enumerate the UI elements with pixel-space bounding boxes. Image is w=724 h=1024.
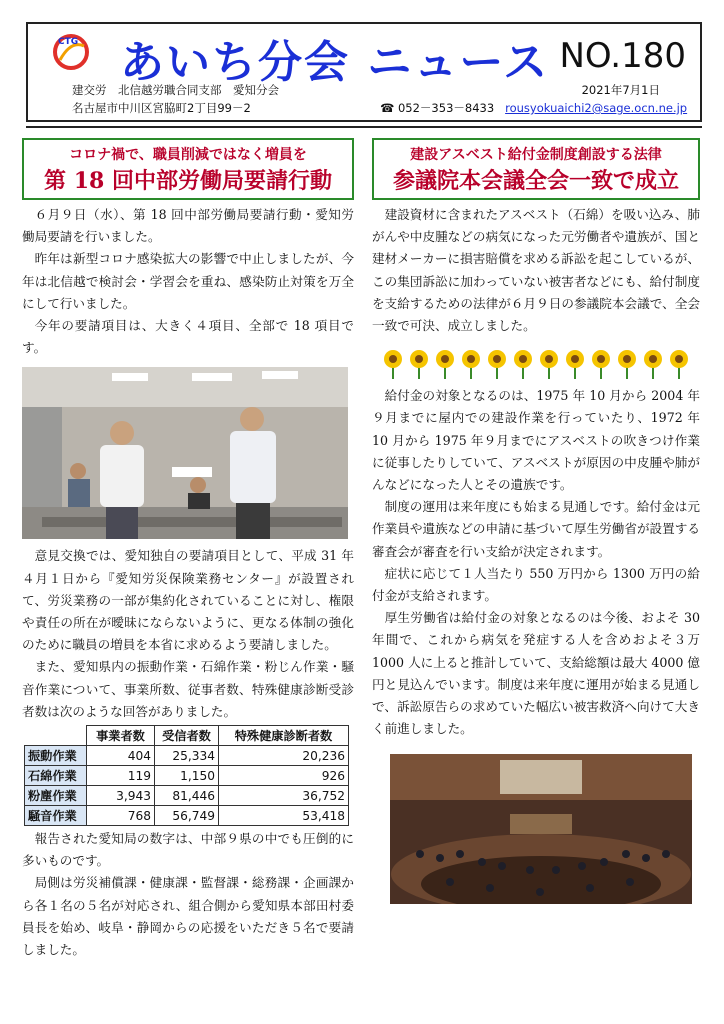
masthead-rule [26, 126, 702, 128]
table-cell: 3,943 [87, 786, 155, 806]
table-cell: 926 [219, 766, 349, 786]
table-row [25, 766, 349, 786]
right-paragraph-5: 厚生労働省は給付金の対象となるのは今後、およそ 30 年間で、これから病気を発症する人を含めおよそ３万 1000 人に上ると推計していて、支給総額は最大 4000 億円と見込んでいます。制度は来年度に運用が始まる見通しで、訴訟原告らの求めていた幅広い被害救済へ向けて大きく前進しました。 [372, 610, 700, 737]
table-cell: 36,752 [219, 786, 349, 806]
sunflower-icon [382, 349, 404, 379]
svg-text:CTG: CTG [58, 37, 79, 47]
table-cell: 20,236 [219, 746, 349, 766]
sunflower-icon [590, 349, 612, 379]
left-headline-main: 第 18 回中部労働局要請行動 [44, 168, 332, 194]
sunflower-icon [538, 349, 560, 379]
left-headline-box [22, 138, 354, 200]
sunflower-icon [460, 349, 482, 379]
right-article [372, 138, 700, 904]
table-cell: 81,446 [155, 786, 219, 806]
table-row-label: 石綿作業 [25, 766, 87, 786]
table-header: 受信者数 [155, 726, 219, 746]
left-article [22, 138, 354, 961]
diet-session-photo [390, 754, 692, 904]
sunflower-icon [642, 349, 664, 379]
table-header: 特殊健康診断者数 [219, 726, 349, 746]
sunflower-icon [408, 349, 430, 379]
sunflower-icon [564, 349, 586, 379]
table-row [25, 806, 349, 826]
left-headline-sub: コロナ禍で、職員削減ではなく増員を [69, 147, 307, 163]
right-headline-main: 参議院本会議全会一致で成立 [392, 168, 679, 194]
issue-date: 2021年7月1日 [581, 83, 660, 97]
ctg-logo [50, 32, 92, 70]
sunflower-icon [668, 349, 690, 379]
meeting-photo-illustration [22, 367, 348, 539]
inspection-table [24, 725, 349, 826]
organization-address: 名古屋市中川区宮脇町2丁目99－2 [72, 101, 251, 115]
right-headline-sub: 建設アスベスト給付金制度創設する法律 [410, 147, 662, 163]
sunflower-icon [512, 349, 534, 379]
left-paragraph-4: 意見交換では、愛知独自の要請項目として、平成 31 年４月１日から『愛知労災保険業務センター』が設置されて、労災業務の一部が集約化されていることに対し、権限や責任の所在が曖昧にならないように、更なる体制の強化のために職員の増員を本省に求めるよう要請しました。 [22, 548, 354, 653]
table-row-label: 騒音作業 [25, 806, 87, 826]
sunflower-icon [616, 349, 638, 379]
masthead [26, 22, 702, 122]
right-paragraph-4: 症状に応じて１人当たり 550 万円から 1300 万円の給付金が支給されます。 [372, 565, 700, 604]
table-cell: 1,150 [155, 766, 219, 786]
table-cell: 768 [87, 806, 155, 826]
table-row [25, 746, 349, 766]
contact-line [380, 100, 687, 116]
table-header: 事業者数 [87, 726, 155, 746]
sunflower-icon [434, 349, 456, 379]
right-headline-box [372, 138, 700, 200]
left-paragraph-3: 今年の要請項目は、大きく４項目、全部で 18 項目です。 [22, 318, 354, 356]
table-cell: 56,749 [155, 806, 219, 826]
table-cell: 25,334 [155, 746, 219, 766]
sunflower-row [372, 349, 700, 379]
left-paragraph-7: 局側は労災補償課・健康課・監督課・総務課・企画課から各１名の５名が対応され、組合側から愛知県本部田村委員長を始め、岐阜・静岡からの応援をいただき５名で要請しました。 [22, 875, 354, 958]
sunflower-icon [486, 349, 508, 379]
table-row [25, 786, 349, 806]
table-cell: 119 [87, 766, 155, 786]
table-header-row [25, 726, 349, 746]
left-paragraph-5: また、愛知県内の振動作業・石綿作業・粉じん作業・騒音作業について、事業所数、従事者数、特殊健康診断受診者数は次のような回答がありました。 [22, 659, 354, 719]
table-cell: 404 [87, 746, 155, 766]
table-row-label: 粉塵作業 [25, 786, 87, 806]
phone-number: ☎ 052－353－8433 [380, 101, 495, 115]
email-link[interactable]: rousyokuaichi2@sage.ocn.ne.jp [505, 101, 688, 115]
newsletter-title: あいち分会 ニュース [120, 37, 550, 88]
organization-name: 建交労 北信越労職合同支部 愛知分会 [72, 83, 279, 97]
table-cell: 53,418 [219, 806, 349, 826]
issue-number: NO.180 [559, 36, 686, 76]
diet-session-illustration [390, 754, 692, 904]
meeting-photo [22, 367, 354, 539]
right-paragraph-1: 建設資材に含まれたアスベスト（石綿）を吸い込み、肺がんや中皮腫などの病気になった元労働者や遺族が、国と建材メーカーに損害賠償を求める訴訟を起こしているが、この集団訴訟に加わっていない被害者などにも、給付制度を支給するための法律が６月９日の参議院本会議で、全会一致で可決、成立しました。 [372, 207, 700, 334]
left-paragraph-2: 昨年は新型コロナ感染拡大の影響で中止しましたが、今年は北信越で検討会・学習会を重ね、感染防止対策を万全にして行いました。 [22, 251, 354, 311]
left-paragraph-1: ６月９日（水）、第 18 回中部労働局要請行動・愛知労働局要請を行いました。 [22, 207, 354, 245]
right-paragraph-3: 制度の運用は来年度にも始まる見通しです。給付金は元作業員や遺族などの申請に基づいて厚生労働省が設置する審査会が審査を行い支給が決定されます。 [372, 499, 700, 559]
right-paragraph-2: 給付金の対象となるのは、1975 年 10 月から 2004 年９月までに屋内での建設作業を行っていたり、1972 年 10 月から 1975 年９月までにアスベストの吹きつけ作業に従事したりしていて、アスベストが原因の中皮腫や肺がんなどになった人とその遺族です。 [372, 388, 700, 493]
left-paragraph-6: 報告された愛知局の数字は、中部９県の中でも圧倒的に多いものです。 [22, 831, 354, 869]
table-row-label: 振動作業 [25, 746, 87, 766]
